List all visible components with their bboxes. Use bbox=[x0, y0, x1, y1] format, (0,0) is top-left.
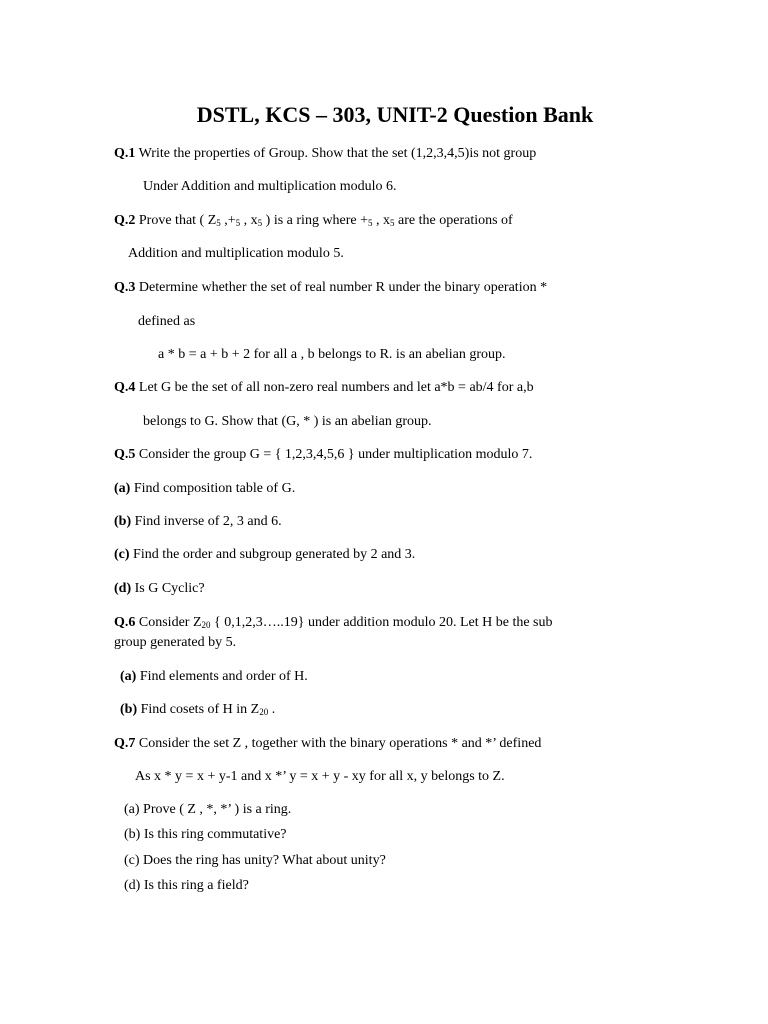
question-7-part-d: (d) Is this ring a field? bbox=[124, 878, 249, 893]
question-text: Write the properties of Group. Show that the set (1,2,3,4,5)is not group bbox=[135, 146, 537, 161]
question-2-line-2: Addition and multiplication modulo 5. bbox=[128, 246, 344, 261]
question-label: Q.5 bbox=[114, 447, 136, 462]
question-5-part-b: (b) Find inverse of 2, 3 and 6. bbox=[114, 514, 282, 529]
question-6-line-2: group generated by 5. bbox=[114, 635, 237, 650]
question-text: Consider the set Z , together with the binary operations * and *’ defined bbox=[135, 736, 542, 751]
question-label: Q.7 bbox=[114, 736, 136, 751]
question-1 bbox=[114, 145, 536, 162]
question-3 bbox=[114, 279, 547, 296]
question-5-part-a: (a) Find composition table of G. bbox=[114, 481, 296, 496]
question-5-part-c: (c) Find the order and subgroup generated by 2 and 3. bbox=[114, 547, 416, 562]
question-label: Q.1 bbox=[114, 146, 136, 161]
question-3-line-2: defined as bbox=[138, 314, 196, 329]
question-text: Determine whether the set of real number R under the binary operation * bbox=[135, 280, 548, 295]
question-label: Q.4 bbox=[114, 380, 136, 395]
question-7 bbox=[114, 735, 541, 752]
question-7-part-c: (c) Does the ring has unity? What about unity? bbox=[124, 853, 386, 868]
question-4-line-2: belongs to G. Show that (G, * ) is an abelian group. bbox=[143, 414, 432, 429]
question-5 bbox=[114, 446, 532, 463]
question-text: Let G be the set of all non-zero real numbers and let a*b = ab/4 for a,b bbox=[135, 380, 534, 395]
question-7-part-a: (a) Prove ( Z , *, *’ ) is a ring. bbox=[124, 802, 292, 817]
question-6: Q.6 Consider $Z_{20}$ { 0,1,2,3…..19} under addition modulo 20. Let H be the sub bbox=[114, 615, 553, 630]
question-7-line-2: As x * y = x + y-1 and x *’ y = x + y - xy for all x, y belongs to Z. bbox=[135, 769, 505, 784]
question-text: Consider the group G = { 1,2,3,4,5,6 } under multiplication modulo 7. bbox=[135, 447, 533, 462]
question-5-part-d: (d) Is G Cyclic? bbox=[114, 581, 205, 596]
question-label: Q.2 bbox=[114, 213, 136, 228]
document-title: DSTL, KCS – 303, UNIT-2 Question Bank bbox=[196, 102, 594, 127]
question-6-part-b: (b) Find cosets of H in $Z_{20}$ . bbox=[120, 702, 276, 717]
question-1-line-2: Under Addition and multiplication modulo 6. bbox=[143, 179, 397, 194]
question-6-part-a: (a) Find elements and order of H. bbox=[120, 669, 308, 684]
question-4 bbox=[114, 379, 534, 396]
question-3-line-3: a * b = a + b + 2 for all a , b belongs to R. is an abelian group. bbox=[158, 347, 506, 362]
question-7-part-b: (b) Is this ring commutative? bbox=[124, 827, 287, 842]
question-label: Q.6 bbox=[114, 615, 136, 630]
question-label: Q.3 bbox=[114, 280, 136, 295]
question-2: Q.2 Prove that ( $Z_5$ $,+_5$ , $x_5$ ) is a ring where $+_5$ , $x_5$ are the operations of bbox=[114, 213, 513, 228]
